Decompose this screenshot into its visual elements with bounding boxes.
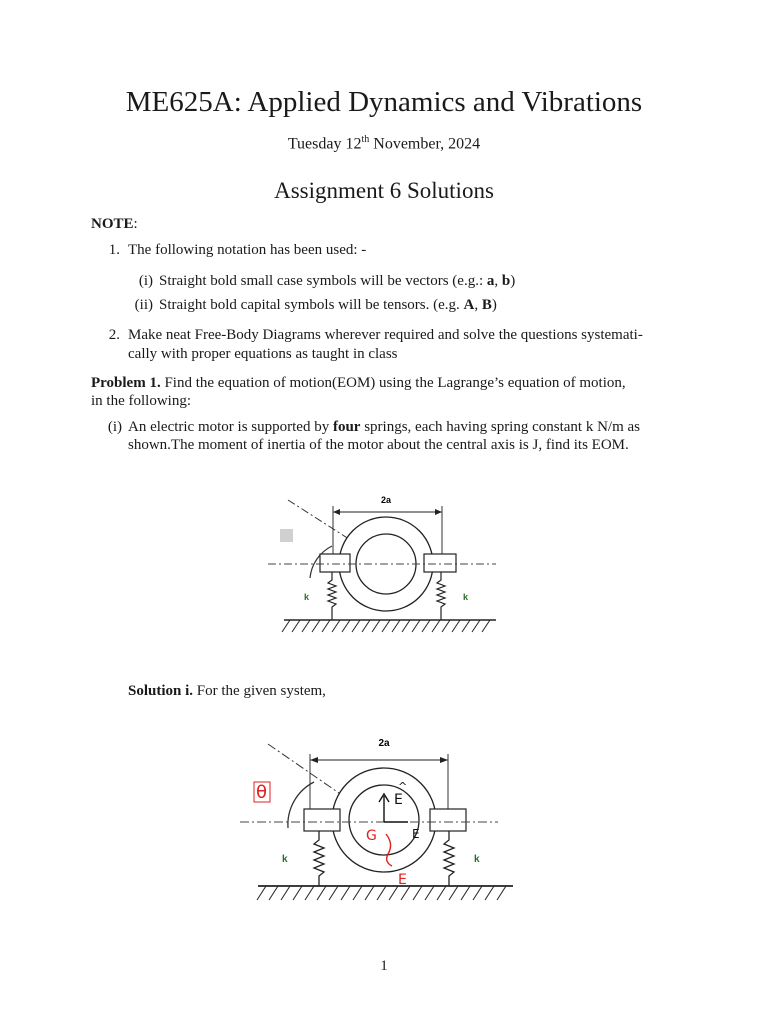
- problem-part-line1-a: An electric motor is supported by: [128, 419, 333, 435]
- document-subtitle: Assignment 6 Solutions: [274, 178, 494, 203]
- note-sub-ii-end: ): [491, 297, 497, 313]
- bracket-left: [320, 554, 350, 572]
- note-sub-ii-sep: ,: [474, 297, 482, 313]
- solution-label: Solution i.: [128, 683, 194, 699]
- solution-statement: [128, 682, 326, 700]
- motor-spring-figure: [260, 488, 500, 638]
- page-number: 1: [380, 958, 388, 974]
- note-item2-number: 2.: [108, 327, 120, 343]
- note-colon: :: [133, 216, 138, 232]
- spring-right-2: [444, 831, 454, 886]
- note-sub-i-number: (i): [138, 273, 153, 289]
- theta-label: θ: [256, 782, 268, 803]
- e-r-label: E: [412, 827, 420, 841]
- annotated-motor-figure: [238, 730, 523, 910]
- ground-hatching-2: [257, 886, 506, 900]
- problem-part-bold-four: four: [332, 419, 361, 435]
- spring-label-left: k: [304, 592, 310, 602]
- problem-label: Problem 1.: [91, 375, 161, 391]
- problem-part-line1: [128, 418, 640, 436]
- document-title: ME625A: Applied Dynamics and Vibrations: [125, 86, 643, 118]
- note-sub-i-body: Straight bold small case symbols will be vectors (e.g.:: [159, 273, 487, 289]
- bracket-right-2: [430, 809, 466, 831]
- spring-label-left-2: k: [282, 854, 288, 865]
- problem-line1-text: Find the equation of motion(EOM) using the Lagrange’s equation of motion,: [160, 375, 626, 391]
- problem-statement-line1: [91, 374, 626, 392]
- dimension-arrow-left: [333, 509, 340, 515]
- note-sub-ii-body: Straight bold capital symbols will be tensors. (e.g.: [159, 297, 464, 313]
- e-theta-label: E: [394, 792, 403, 808]
- dimension-label: 2a: [380, 495, 392, 505]
- note-sub-ii-B: B: [481, 297, 492, 313]
- g-label: G: [366, 828, 377, 844]
- note-sub-ii-text: [159, 296, 497, 314]
- date-day: Tuesday 12: [287, 135, 362, 153]
- spring-left: [328, 572, 336, 620]
- note-item1-text: The following notation has been used: -: [128, 242, 367, 258]
- note-sub-i-a: a: [486, 273, 495, 289]
- e-theta-hat: ^: [398, 780, 408, 793]
- note-sub-i-b: b: [501, 273, 511, 289]
- note-sub-ii-number: (ii): [134, 297, 153, 313]
- date-rest: November, 2024: [369, 135, 481, 153]
- spring-label-right-2: k: [474, 854, 480, 865]
- date-superscript: th: [361, 134, 370, 145]
- dimension-arrow-right: [435, 509, 442, 515]
- spring-label-right: k: [463, 592, 469, 602]
- note-label: NOTE: [91, 216, 134, 232]
- problem-part-number: (i): [107, 419, 122, 435]
- note-sub-i-sep: ,: [494, 273, 502, 289]
- note-item1-number: 1.: [108, 242, 120, 258]
- dimension-label-2: 2a: [378, 738, 390, 749]
- spring-right: [437, 572, 445, 620]
- dimension-arrow-right-2: [440, 757, 448, 763]
- solution-text: For the given system,: [193, 683, 326, 699]
- bracket-right: [424, 554, 456, 572]
- ground-hatching: [282, 620, 490, 632]
- e-o-label: E: [398, 872, 407, 888]
- note-item2-line1: Make neat Free-Body Diagrams wherever required and solve the questions systemati-: [128, 327, 643, 343]
- note-heading: [91, 215, 138, 233]
- problem-statement-line2: in the following:: [91, 393, 191, 409]
- bracket-left-2: [304, 809, 340, 831]
- spring-left-2: [314, 831, 324, 886]
- note-sub-i-text: [159, 272, 515, 290]
- note-item2-line2: cally with proper equations as taught in class: [128, 346, 398, 362]
- document-date: [0, 134, 768, 153]
- note-sub-i-end: ): [510, 273, 516, 289]
- note-sub-ii-A: A: [463, 297, 475, 313]
- dimension-arrow-left-2: [310, 757, 318, 763]
- problem-part-line1-b: springs, each having spring constant k N/m as: [360, 419, 641, 435]
- theta-placeholder: [280, 529, 293, 542]
- problem-part-line2: shown.The moment of inertia of the motor about the central axis is J, find its EOM.: [128, 437, 629, 453]
